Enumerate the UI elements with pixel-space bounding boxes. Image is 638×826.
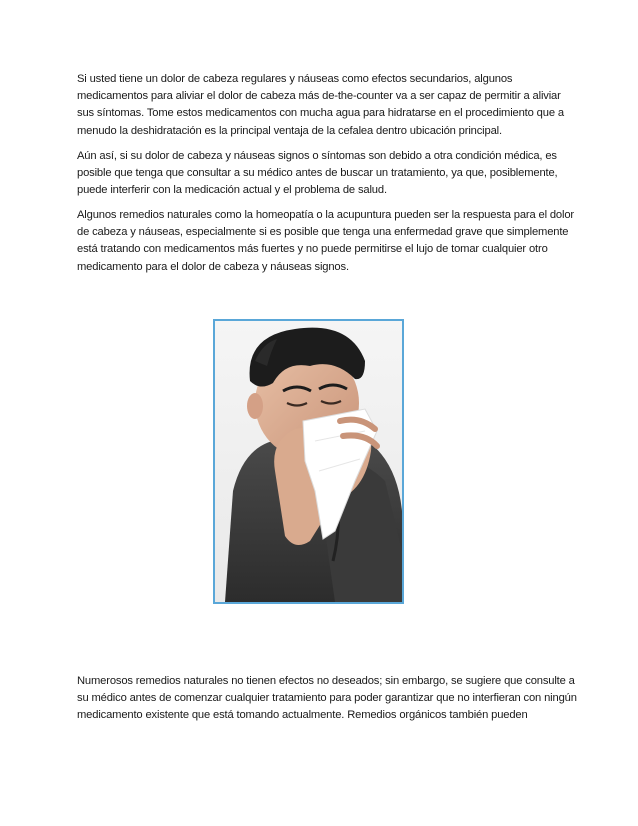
paragraph-2: Aún así, si su dolor de cabeza y náuseas signos o síntomas son debido a otra condición médica, es posible que tenga que consultar a su médico antes de buscar un tratamiento, ya que, posiblemente, puede interferir con la medicación actual y el problema de salud. [77, 150, 558, 197]
person-sneezing-photo [213, 319, 404, 604]
photo-illustration [215, 321, 402, 602]
paragraph-4: Numerosos remedios naturales no tienen efectos no deseados; sin embargo, se sugiere que consulte a su médico antes de comenzar cualquier tratamiento para poder garantizar que no interfieran con ningún medicamento existente que está tomando actualmente. Remedios orgánicos también pueden [77, 675, 577, 722]
paragraph-1: Si usted tiene un dolor de cabeza regulares y náuseas como efectos secundarios, algunos medicamentos para aliviar el dolor de cabeza más de-the-counter va a ser capaz de permitir a aliviar sus síntomas. Tome estos medicamentos con mucha agua para hidratarse en el procedimiento que a menudo la deshidratación es la principal ventaja de la cefalea dentro ubicación principal. [77, 73, 564, 137]
paragraph-3: Algunos remedios naturales como la homeopatía o la acupuntura pueden ser la respuesta para el dolor de cabeza y náuseas, especialmente si es posible que tenga una enfermedad grave que simplemente está tratando con medicamentos más fuertes y no puede permitirse el lujo de tomar cualquier otro medicamento para el dolor de cabeza y náuseas signos. [77, 209, 574, 273]
